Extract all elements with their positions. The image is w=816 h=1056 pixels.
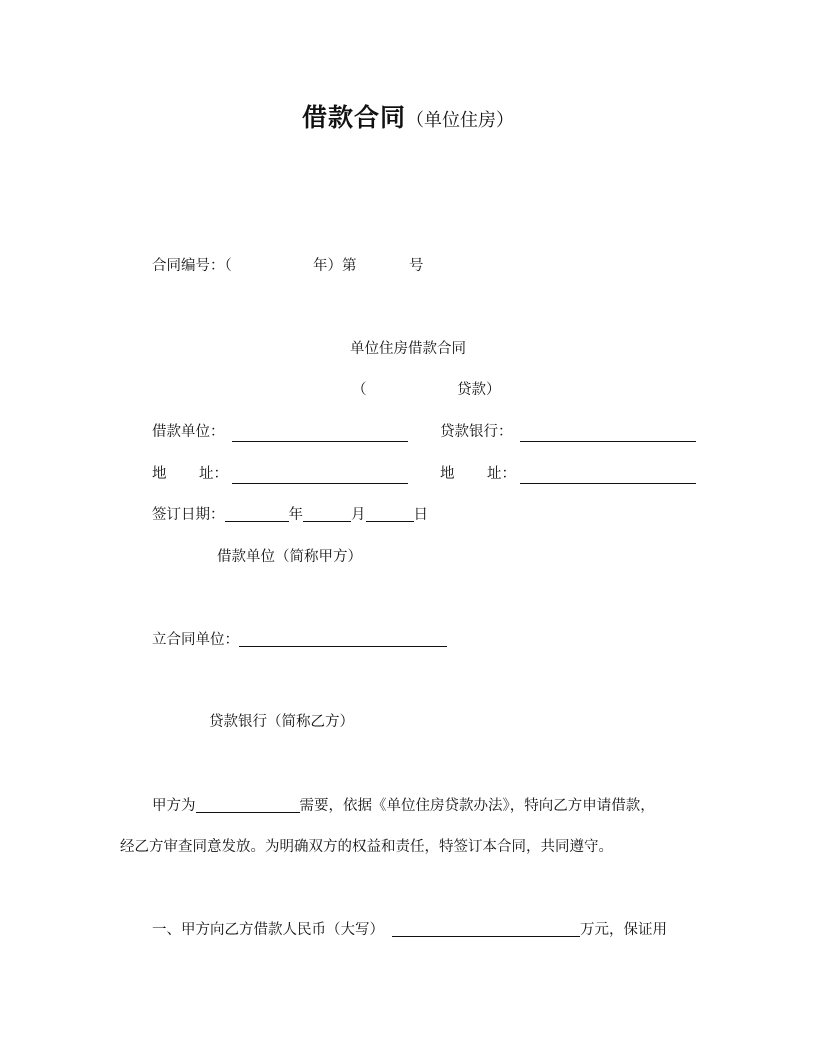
contract-number-row <box>152 256 232 276</box>
purpose-field[interactable] <box>196 796 300 813</box>
bank-address-char2: 址： <box>487 466 516 482</box>
loan-amount-field[interactable] <box>392 920 580 937</box>
party-b-description: 贷款银行（简称乙方） <box>209 714 354 730</box>
title-sub: （单位住房） <box>406 110 514 131</box>
para1-suffix: 需要，依据《单位住房贷款办法》，特向乙方申请借款， <box>299 798 655 814</box>
clause1-row <box>152 920 667 940</box>
borrower-address-char2: 址： <box>199 466 228 482</box>
clause1-prefix: 一、甲方向乙方借款人民币（大写） <box>152 922 384 938</box>
borrower-label: 借款单位： <box>152 424 225 440</box>
contract-heading: 单位住房借款合同 <box>350 341 466 357</box>
contract-number-suffix: 号 <box>409 258 424 274</box>
para1-line1 <box>152 796 655 816</box>
para1-prefix: 甲方为 <box>152 798 196 814</box>
contract-number-open-paren: （ <box>224 258 232 274</box>
sign-day-field[interactable] <box>366 505 414 522</box>
bank-address-field[interactable] <box>520 466 696 485</box>
title-main: 借款合同 <box>301 103 406 132</box>
sign-year-field[interactable] <box>225 505 289 522</box>
document-title <box>0 98 816 134</box>
party-a-description: 借款单位（简称甲方） <box>217 549 362 565</box>
contract-number-year: 年）第 <box>313 258 357 274</box>
sign-month-label: 月 <box>351 507 366 523</box>
establishing-unit-row <box>152 630 447 650</box>
sign-month-field[interactable] <box>303 505 351 522</box>
sign-date-row <box>152 505 428 525</box>
bank-address-char1: 地 <box>440 466 455 482</box>
bank-field[interactable] <box>520 424 696 443</box>
borrower-field[interactable] <box>232 424 408 443</box>
sign-year-label: 年 <box>288 507 303 523</box>
loan-type-open: （ <box>352 382 367 398</box>
borrower-address-char1: 地 <box>152 466 167 482</box>
bank-label: 贷款银行： <box>440 424 513 440</box>
sign-day-label: 日 <box>413 507 428 523</box>
borrower-address-field[interactable] <box>232 466 408 485</box>
para1-line2: 经乙方审查同意发放。为明确双方的权益和责任，特签订本合同，共同遵守。 <box>120 839 613 855</box>
sign-date-label: 签订日期： <box>152 507 225 523</box>
clause1-suffix: 万元，保证用 <box>580 922 667 938</box>
establishing-unit-field[interactable] <box>239 630 447 647</box>
loan-type-close: 贷款） <box>457 382 501 398</box>
establishing-unit-label: 立合同单位： <box>152 632 239 648</box>
contract-number-label: 合同编号： <box>152 258 225 274</box>
